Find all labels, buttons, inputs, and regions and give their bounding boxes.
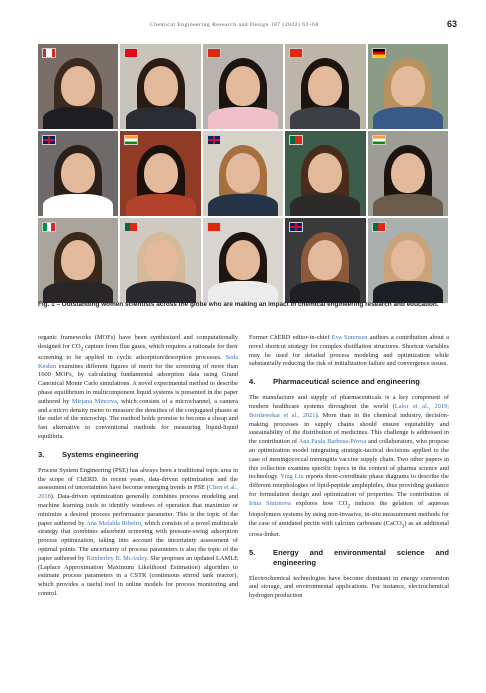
germany-flag-icon <box>372 48 386 58</box>
scientist-portrait-photo <box>285 44 365 129</box>
author-link[interactable]: Ana Paula Barbosa-Póvoa <box>298 438 367 446</box>
section-heading: 5. Energy and environmental science and engineering <box>249 547 449 567</box>
scientist-portrait-photo <box>120 131 200 216</box>
canada-flag-icon <box>42 48 56 58</box>
figure-caption: Fig. 1 – Outstanding women scientists across the globe who are making an impact in chemical engineering research and education. <box>38 301 439 308</box>
scientist-portrait-photo <box>203 44 283 129</box>
running-head: Chemical Engineering Research and Design 187 (2022) 62–68 <box>150 22 319 28</box>
paragraph: organic frameworks (MOFs) have been synthesized and computationally designed for $CO_2$ capture from flue gases, which requires a rationale for their screening to be applied in cyclic adsorption/desorption processes. Seda Keskin examines different figures of merit for the screening of more than 1600 MOFs, by calculating fundamental adsorption data using Grand Canonical Monte Carlo simulations. A novel experimental method to describe phase equilibrium in multicomponent liquid systems is presented in the paper authored by Mirjana Minceva, which consists of a microchannel, a camera and a micro density meter to measure the densities of the conjugated phases at the outlet of the microchip. The method holds promise to become a cheap and fast alternative to conventional methods for measuring liquid-liquid equilibria. <box>38 334 238 441</box>
portrait-face <box>144 66 178 106</box>
uk-flag-icon <box>42 135 56 145</box>
china-flag-icon <box>207 48 221 58</box>
portugal-flag-icon <box>372 222 386 232</box>
portugal-flag-icon <box>124 222 138 232</box>
portrait-face <box>391 240 425 280</box>
portrait-face <box>226 153 260 193</box>
portrait-face <box>144 240 178 280</box>
portrait-face <box>226 240 260 280</box>
paragraph: Former ChERD editor-in-chief Eva Sorensen authors a contribution about a novel shortcut strategy for complex distillation structures. Shortcut variables may be used for detailed process modeling and optimization while substantially reducing the risk of initialization failure and convergence issues. <box>249 334 449 368</box>
scientist-portrait-photo <box>38 44 118 129</box>
citation-link[interactable]: Chen et al., 2018 <box>38 484 238 501</box>
portrait-torso <box>290 194 360 216</box>
turkey-flag-icon <box>124 48 138 58</box>
right-column <box>249 334 449 605</box>
scientist-portrait-photo <box>203 131 283 216</box>
section-heading: 4. Pharmaceutical science and engineering <box>249 377 420 387</box>
section-heading: 3. Systems engineering <box>38 449 139 459</box>
paragraph: Process System Engineering (PSE) has always been a traditional topic area in the scope of ChERD. In recent years, data-driven optimization and the assessment of uncertainties have become emerging trends in PSE (Chen et al., 2018). Data-driven optimization generally combines process modeling and machine learning tools to identify windows of operation that maximize or minimize a desired process performance parameter. This is the topic of the paper authored by Ana Mafalda Ribeiro, which consists of a novel multiscale strategy that combines adsorbent screening with pressure-swing adsorption process optimization, taking into account the uncertainty assessment of optimal points. The uncertainty of process parameters is also the topic of the paper authored by Kimberley B. McAuley. She proposes an updated LAMLE (Laplace Approximation Maximum Likelihood Estimation) algorithm to estimate process parameters in a CSTR (continuous stirred tank reactor), which provides a useful tool in online models for process monitoring and control. <box>38 466 239 597</box>
paragraph: Electrochemical technologies have become dominant in energy conversion and storage, and environmental applications. For instance, electrochemical hydrogen production <box>249 574 449 600</box>
portrait-face <box>61 66 95 106</box>
portrait-face <box>308 66 342 106</box>
italy-flag-icon <box>42 222 56 232</box>
portrait-torso <box>43 194 113 216</box>
portrait-face <box>308 240 342 280</box>
author-link[interactable]: Eva Sorensen <box>331 334 368 341</box>
scientist-portrait-photo <box>120 218 200 303</box>
scientist-portrait-photo <box>203 218 283 303</box>
portrait-face <box>391 153 425 193</box>
paragraph: The manufacture and supply of pharmaceuticals is a key component of modern healthcare systems throughout the world (Lalor et al., 2019; Bordawekar et al., 2021). More than in the chemical industry, decision-making processes in supply chains should ensure equitability and sustainability of the distribution of medicines. This challenge is addressed in the contribution of Ana Paula Barbosa-Póvoa and collaborators, who propose an optimization model integrating strategic-tactical decisions applied to the case of meningococcal meningitis vaccine supply chain. Two other papers in this collection examine specific topics in the context of pharma science and technology. Ying Liu reports three-coordinate phase diagrams to describe the different morphologies of lipid-peptide amphiphiles, thus providing guidance for formulation design and optimization of properties. The contribution of Irina Smirnova explores how $CO_2$ induces the gelation of aqueous biopolymers systems by using non-invasive, in-situ measurement methods for the case of amidated pectin with calcium carbonate (CaCO$_3$) as an additional cross-linker. <box>249 394 450 538</box>
author-link[interactable]: Kimberley B. McAuley <box>86 554 147 562</box>
portrait-face <box>391 66 425 106</box>
scientist-portrait-photo <box>38 218 118 303</box>
citation-link[interactable]: Lalor et al., 2019; Bordawekar et al., 2021 <box>249 402 450 419</box>
portrait-torso <box>126 107 196 129</box>
author-link[interactable]: Ana Mafalda Ribeiro <box>86 519 141 527</box>
author-link[interactable]: Ying Liu <box>280 473 304 481</box>
author-link[interactable]: Mirjana Minceva <box>71 397 117 405</box>
scientist-portrait-photo <box>120 44 200 129</box>
scientist-portrait-photo <box>285 131 365 216</box>
author-link[interactable]: Seda Keskin <box>38 353 238 370</box>
portrait-face <box>144 153 178 193</box>
portrait-torso <box>43 107 113 129</box>
author-link[interactable]: Irina Smirnova <box>249 499 291 507</box>
scientist-portrait-photo <box>368 218 448 303</box>
portrait-face <box>61 240 95 280</box>
scientist-portrait-photo <box>38 131 118 216</box>
scientist-portrait-photo <box>368 44 448 129</box>
page-number: 63 <box>447 19 458 29</box>
uk-flag-icon <box>207 135 221 145</box>
china-flag-icon <box>207 222 221 232</box>
portrait-torso <box>208 194 278 216</box>
portrait-torso <box>290 107 360 129</box>
portrait-torso <box>126 194 196 216</box>
scientist-portrait-photo <box>285 218 365 303</box>
portrait-face <box>61 153 95 193</box>
china-flag-icon <box>289 48 303 58</box>
portrait-face <box>226 66 260 106</box>
uk-flag-icon <box>289 222 303 232</box>
figure-photo-grid <box>38 44 448 303</box>
portrait-face <box>308 153 342 193</box>
portrait-torso <box>208 107 278 129</box>
india-flag-icon <box>124 135 138 145</box>
portugal-flag-icon <box>289 135 303 145</box>
portrait-torso <box>373 194 443 216</box>
left-column <box>38 334 238 603</box>
india-flag-icon <box>372 135 386 145</box>
portrait-torso <box>373 107 443 129</box>
scientist-portrait-photo <box>368 131 448 216</box>
